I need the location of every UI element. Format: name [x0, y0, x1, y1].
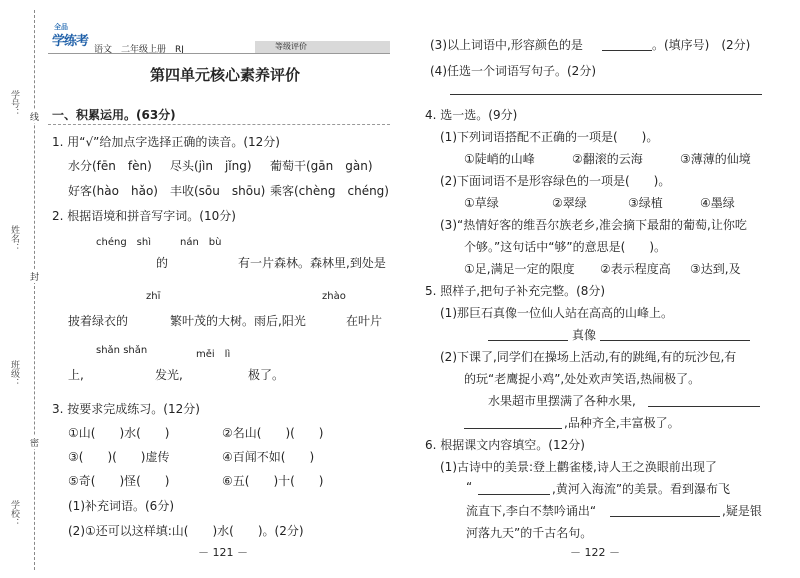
q6-l3-tail: ,疑是银 [722, 504, 762, 518]
q2-text-2a: 披着绿衣的 [68, 314, 129, 328]
q3-sub3-tail: 。(填序号) (2分) [652, 38, 751, 52]
q4-s1-opt3[interactable]: ③薄薄的仙境 [680, 152, 751, 166]
q3-sub4-answer-line[interactable] [450, 80, 762, 95]
q3-item-1: ①山( )水( ) [68, 426, 170, 440]
q4-s2-opt2[interactable]: ②翠绿 [552, 196, 587, 210]
q2-text-3c: 极了。 [248, 368, 285, 382]
q1-item-2: 尽头(jìn jǐng) [170, 159, 252, 173]
header-rule [48, 53, 390, 54]
q4-s3a: (3)“热情好客的维吾尔族老乡,准会摘下最甜的葡萄,让你吃 [440, 218, 747, 232]
q1-item-1: 水分(fēn fèn) [68, 159, 152, 173]
q6-l4: 河落九天”的千古名句。 [466, 526, 593, 540]
logo-main-text: 学练考 [52, 34, 89, 49]
page-title: 第四单元核心素养评价 [150, 66, 301, 84]
q4-s2-opt4[interactable]: ④墨绿 [700, 196, 735, 210]
q2-text-2c: 在叶片 [346, 314, 383, 328]
q6-l3: 流直下,李白不禁吟诵出“ [466, 504, 597, 518]
class-label: 班级： [9, 360, 19, 387]
binding-margin [0, 0, 42, 578]
q3-item-4: ④百闻不如( ) [222, 450, 315, 464]
cut-line [34, 10, 35, 570]
q6-l2-open-quote: “ [466, 480, 473, 494]
cut-mark-seal: 封 [30, 270, 39, 283]
q5-s2a: (2)下课了,同学们在操场上活动,有的跳绳,有的玩沙包,有 [440, 350, 737, 364]
q6-l2: ,黄河入海流”的美景。看到瀑布飞 [552, 482, 731, 496]
school-label: 学校： [9, 500, 19, 527]
q3-item-5: ⑤奇( )怪( ) [68, 474, 170, 488]
q5-s2d: ,品种齐全,丰富极了。 [564, 416, 680, 430]
q1-item-4: 好客(hào hǎo) [68, 184, 158, 198]
q5-label: 5. 照样子,把句子补充完整。(8分) [425, 284, 606, 298]
q3-sub3-blank[interactable] [602, 36, 652, 51]
q1-item-3: 葡萄干(gān gàn) [270, 159, 373, 173]
q6-blank-1[interactable] [478, 480, 550, 495]
q4-s3-opt3[interactable]: ③达到,及 [690, 262, 741, 276]
q4-s2-opt3[interactable]: ③绿植 [628, 196, 663, 210]
q3-item-3: ③( )( )虚传 [68, 450, 170, 464]
logo-small-text: 全品 [54, 23, 68, 31]
q2-pinyin-chengshi: chéng shì [96, 237, 151, 248]
q3-sub4: (4)任选一个词语写句子。(2分) [430, 64, 596, 78]
book-meta: 语文 二年级上册 RJ [94, 45, 184, 55]
grade-label: 等级评价 [275, 42, 307, 51]
q4-s3-opt2[interactable]: ②表示程度高 [600, 262, 671, 276]
q4-label: 4. 选一选。(9分) [425, 108, 518, 122]
q4-s2-opt1[interactable]: ①草绿 [464, 196, 499, 210]
q4-s1-opt1[interactable]: ①陡峭的山峰 [464, 152, 535, 166]
q5-s2b: 的玩“老鹰捉小鸡”,处处欢声笑语,热闹极了。 [464, 372, 701, 386]
q2-text-1a: 的 [156, 256, 169, 270]
q1-label: 1. 用“√”给加点字选择正确的读音。(12分) [52, 135, 280, 149]
q4-s1-opt2[interactable]: ②翻滚的云海 [572, 152, 643, 166]
q5-s1-blank-a[interactable] [488, 326, 568, 341]
page-number-right: － 122 － [570, 546, 620, 559]
q3-item-2: ②名山( )( ) [222, 426, 324, 440]
q2-text-3a: 上, [68, 368, 84, 382]
q2-pinyin-shanshan: shǎn shǎn [96, 345, 148, 356]
q6-label: 6. 根据课文内容填空。(12分) [425, 438, 585, 452]
cut-mark-close: 密 [30, 436, 39, 449]
q2-text-2b: 繁叶茂的大树。雨后,阳光 [170, 314, 306, 328]
q5-s1-fill-word: 真像 [572, 328, 597, 342]
q2-pinyin-zhao: zhào [322, 291, 346, 302]
q3-sub2: (2)①还可以这样填:山( )水( )。(2分) [68, 524, 304, 538]
q1-item-6: 乘客(chèng chéng) [270, 184, 389, 198]
student-number-label: 学号： [9, 90, 19, 117]
q5-s1: (1)那巨石真像一位仙人站在高高的山峰上。 [440, 306, 673, 320]
q3-item-6: ⑥五( )十( ) [222, 474, 324, 488]
q5-s1-blank-b[interactable] [600, 326, 750, 341]
section-rule [48, 124, 390, 125]
page-number-left: － 121 － [198, 546, 248, 559]
q6-blank-2[interactable] [610, 502, 720, 517]
publisher-logo [52, 22, 90, 48]
q6-l1: (1)古诗中的美景:登上鹳雀楼,诗人王之涣眼前出现了 [440, 460, 717, 474]
q4-s3-opt1[interactable]: ①足,满足一定的限度 [464, 262, 575, 276]
q2-pinyin-nanbu: nán bù [180, 237, 222, 248]
q5-s2-blank-b[interactable] [464, 414, 562, 429]
q5-s2-blank-a[interactable] [648, 392, 760, 407]
section1-heading: 一、积累运用。(63分) [52, 108, 176, 122]
q3-sub3: (3)以上词语中,形容颜色的是 [430, 38, 583, 52]
q2-text-3b: 发光, [155, 368, 183, 382]
cut-mark-line: 线 [30, 110, 39, 123]
grade-box [255, 41, 390, 53]
q4-s3b: 个够。”这句话中“够”的意思是( )。 [464, 240, 667, 254]
q5-s2c: 水果超市里摆满了各种水果, [488, 394, 636, 408]
q4-s1: (1)下列词语搭配不正确的一项是( )。 [440, 130, 659, 144]
q2-pinyin-meili: měi lì [196, 349, 231, 360]
q3-label: 3. 按要求完成练习。(12分) [52, 402, 200, 416]
q3-sub1: (1)补充词语。(6分) [68, 499, 174, 513]
q2-text-1b: 有一片森林。森林里,到处是 [238, 256, 386, 270]
q4-s2: (2)下面词语不是形容绿色的一项是( )。 [440, 174, 671, 188]
q2-label: 2. 根据语境和拼音写字词。(10分) [52, 209, 236, 223]
q2-pinyin-zhi: zhī [146, 291, 161, 302]
name-label: 姓名： [9, 225, 19, 252]
q1-item-5: 丰收(sōu shōu) [170, 184, 266, 198]
